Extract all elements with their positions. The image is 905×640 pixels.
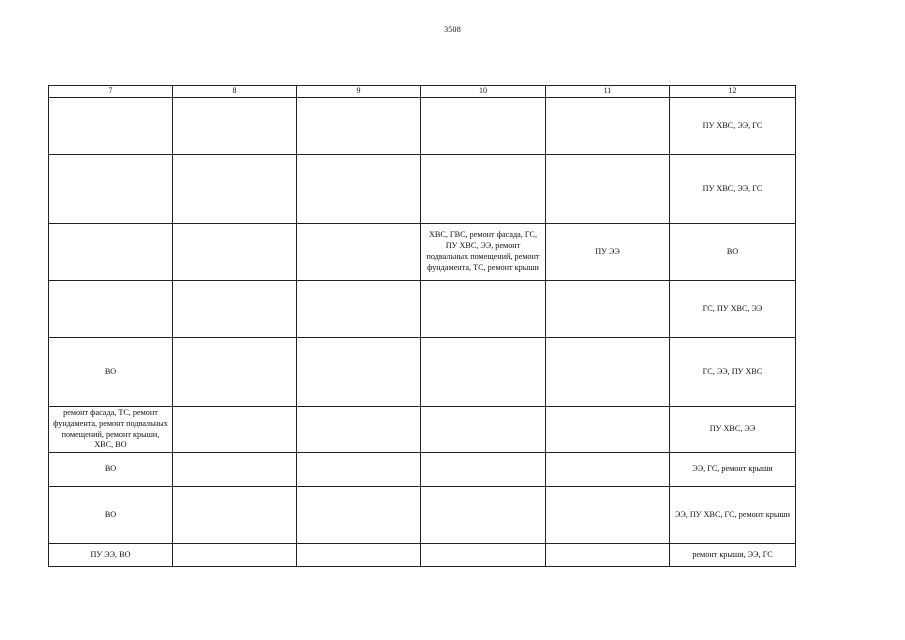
table-cell: ГС, ПУ ХВС, ЭЭ (670, 281, 796, 338)
table-cell: ГС, ЭЭ, ПУ ХВС (670, 338, 796, 407)
table-cell (49, 155, 173, 224)
table-cell (173, 281, 297, 338)
header-row (49, 86, 796, 98)
table-cell (546, 487, 670, 544)
table-cell: ПУ ЭЭ (546, 224, 670, 281)
table-cell (421, 338, 546, 407)
table-cell (421, 407, 546, 453)
column-header-12: 12 (670, 86, 796, 98)
table-cell: ВО (49, 338, 173, 407)
table-cell: ЭЭ, ПУ ХВС, ГС, ремонт крыши (670, 487, 796, 544)
table-cell (173, 338, 297, 407)
table-cell (546, 281, 670, 338)
column-header-11: 11 (546, 86, 670, 98)
table-cell: ВО (670, 224, 796, 281)
table-cell: ремонт крыши, ЭЭ, ГС (670, 544, 796, 567)
table-cell: ВО (49, 487, 173, 544)
table-cell: ВО (49, 453, 173, 487)
table-row (49, 487, 796, 544)
table-row (49, 155, 796, 224)
table-cell (173, 544, 297, 567)
table-cell (297, 453, 421, 487)
table-row (49, 224, 796, 281)
table-cell (297, 338, 421, 407)
table-cell (421, 281, 546, 338)
data-table (48, 85, 796, 567)
table-row (49, 544, 796, 567)
column-header-8: 8 (173, 86, 297, 98)
table-cell (173, 155, 297, 224)
table-row (49, 98, 796, 155)
table-cell (421, 155, 546, 224)
table-cell (421, 487, 546, 544)
table-cell (49, 281, 173, 338)
table-row (49, 281, 796, 338)
table-cell (546, 544, 670, 567)
table-cell: ЭЭ, ГС, ремонт крыши (670, 453, 796, 487)
table-cell: ХВС, ГВС, ремонт фасада, ГС, ПУ ХВС, ЭЭ, ремонт подвальных помещений, ремонт фундамента, ТС, ремонт крыши (421, 224, 546, 281)
table-cell: ПУ ХВС, ЭЭ, ГС (670, 155, 796, 224)
table-cell (297, 544, 421, 567)
table-cell (173, 98, 297, 155)
table-cell (546, 453, 670, 487)
table-cell (173, 407, 297, 453)
table-cell (297, 155, 421, 224)
table-cell (421, 453, 546, 487)
table-cell (297, 407, 421, 453)
table-cell (546, 98, 670, 155)
table-cell: ПУ ЭЭ, ВО (49, 544, 173, 567)
table-cell (173, 487, 297, 544)
table-cell (297, 487, 421, 544)
table-cell (421, 98, 546, 155)
table-cell: ПУ ХВС, ЭЭ, ГС (670, 98, 796, 155)
column-header-10: 10 (421, 86, 546, 98)
table-cell (546, 407, 670, 453)
table-cell (49, 224, 173, 281)
table-cell (297, 98, 421, 155)
table-cell (173, 453, 297, 487)
table-cell (297, 224, 421, 281)
page-number: 3508 (444, 25, 461, 34)
column-header-9: 9 (297, 86, 421, 98)
table-row (49, 338, 796, 407)
table-cell (173, 224, 297, 281)
table-cell (421, 544, 546, 567)
table-cell (546, 338, 670, 407)
table-cell (49, 98, 173, 155)
column-header-7: 7 (49, 86, 173, 98)
table-cell: ремонт фасада, ТС, ремонт фундамента, ремонт подвальных помещений, ремонт крыши, ХВС, ВО (49, 407, 173, 453)
table-cell (297, 281, 421, 338)
table-row (49, 453, 796, 487)
table-row (49, 407, 796, 453)
table-cell: ПУ ХВС, ЭЭ (670, 407, 796, 453)
table-cell (546, 155, 670, 224)
